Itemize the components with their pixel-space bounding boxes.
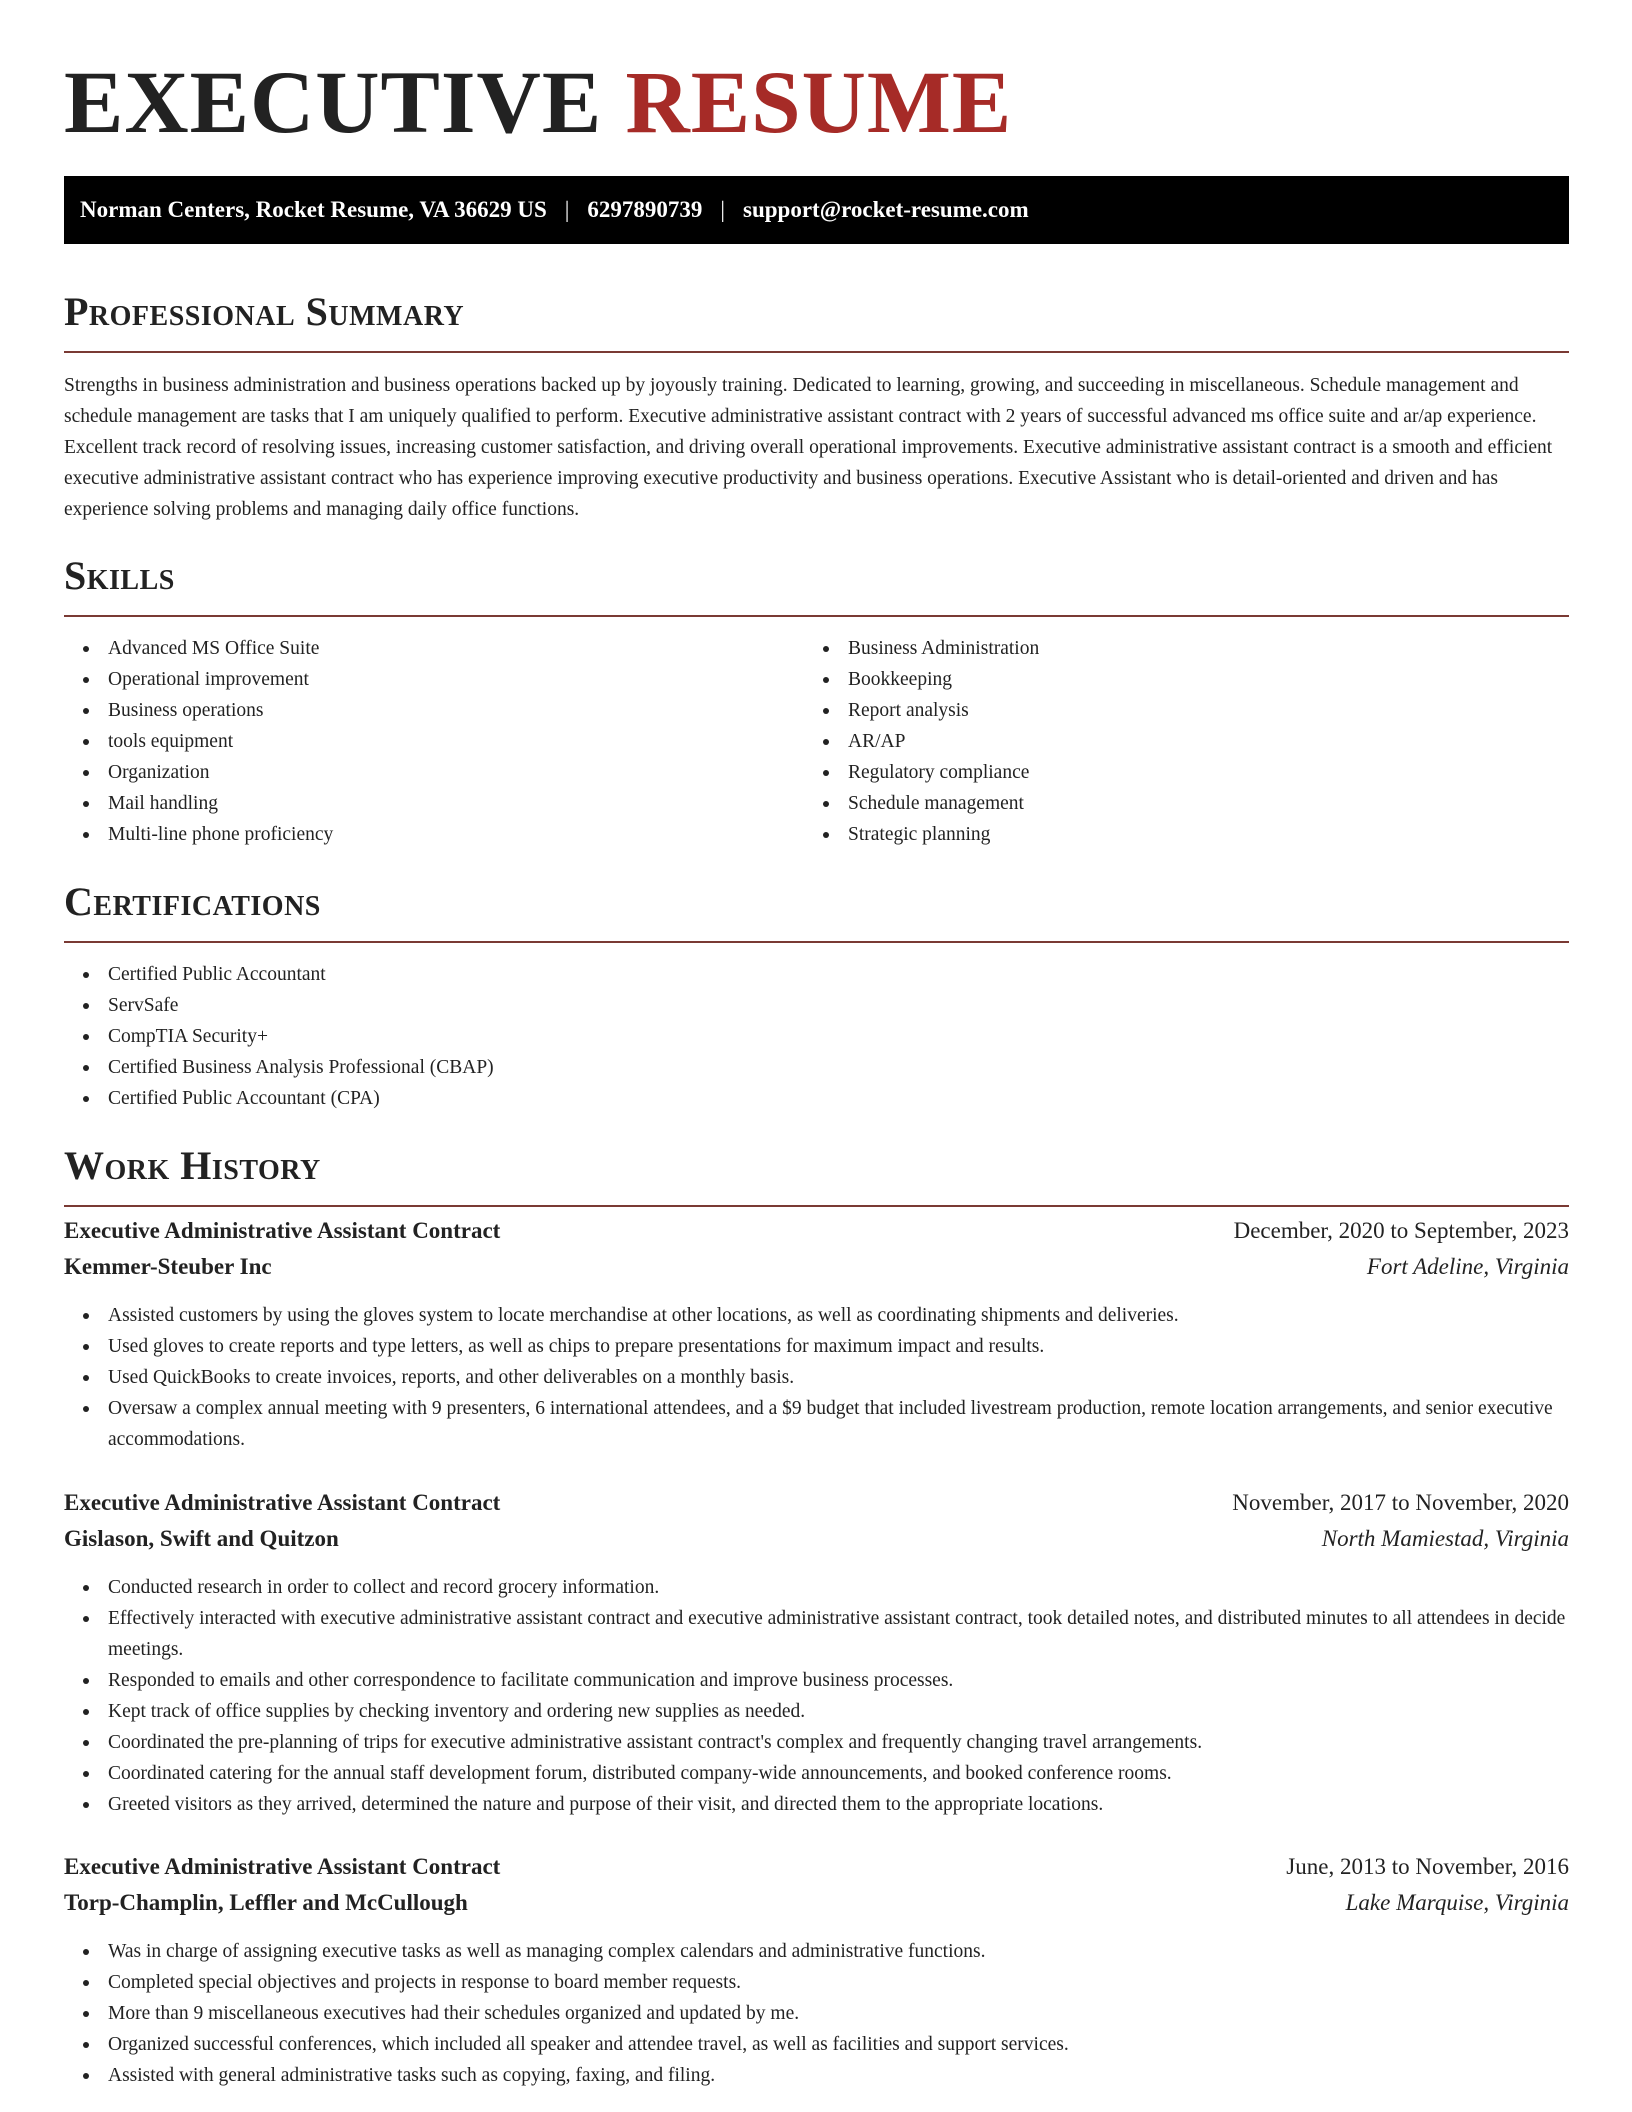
- skill-item: Business operations: [64, 695, 804, 726]
- skill-item: Organization: [64, 757, 804, 788]
- certifications-list: [64, 959, 1569, 1114]
- skill-item: Regulatory compliance: [804, 757, 1569, 788]
- job-bullets: [64, 1572, 1569, 1820]
- section-title-summary: Professional Summary: [64, 289, 465, 334]
- job-bullet: Greeted visitors as they arrived, determined the nature and purpose of their visit, and directed them to the appropriate locations.: [64, 1789, 1569, 1820]
- certification-item: ServSafe: [64, 990, 1569, 1021]
- job-bullet: Coordinated catering for the annual staff development forum, distributed company-wide announcements, and booked conference rooms.: [64, 1758, 1569, 1789]
- certification-item: Certified Public Accountant (CPA): [64, 1083, 1569, 1114]
- title-word-executive: EXECUTIVE: [64, 54, 603, 152]
- job-role: Executive Administrative Assistant Contract: [64, 1490, 501, 1515]
- job-header: [64, 1849, 1569, 1921]
- job-location: North Mamiestad, Virginia: [1321, 1526, 1569, 1551]
- skill-item: tools equipment: [64, 726, 804, 757]
- job-bullet: Coordinated the pre-planning of trips for executive administrative assistant contract's complex and frequently changing travel arrangements.: [64, 1727, 1569, 1758]
- job-role: Executive Administrative Assistant Contract: [64, 1218, 501, 1243]
- job-company: Kemmer-Steuber Inc: [64, 1254, 272, 1279]
- job-bullet: Conducted research in order to collect and record grocery information.: [64, 1572, 1569, 1603]
- job-company: Torp-Champlin, Leffler and McCullough: [64, 1890, 468, 1915]
- job-header: [64, 1485, 1569, 1557]
- skill-item: Schedule management: [804, 788, 1569, 819]
- job-dates: November, 2017 to November, 2020: [1232, 1490, 1569, 1515]
- skill-item: Business Administration: [804, 633, 1569, 664]
- title-word-resume: RESUME: [625, 54, 1013, 152]
- contact-separator: |: [564, 197, 570, 222]
- job-dates: June, 2013 to November, 2016: [1286, 1854, 1569, 1879]
- skill-item: AR/AP: [804, 726, 1569, 757]
- contact-email: support@rocket-resume.com: [743, 197, 1029, 222]
- certification-item: CompTIA Security+: [64, 1021, 1569, 1052]
- certification-item: Certified Business Analysis Professional (CBAP): [64, 1052, 1569, 1083]
- skill-item: Advanced MS Office Suite: [64, 633, 804, 664]
- section-title-certifications: Certifications: [64, 879, 321, 924]
- job-bullet: Assisted with general administrative tasks such as copying, faxing, and filing.: [64, 2060, 1569, 2091]
- contact-address: Norman Centers, Rocket Resume, VA 36629 US: [80, 197, 547, 222]
- job-bullet: Organized successful conferences, which included all speaker and attendee travel, as well as facilities and support services.: [64, 2029, 1569, 2060]
- skill-item: Report analysis: [804, 695, 1569, 726]
- skills-list-left: [64, 633, 804, 850]
- skill-item: Mail handling: [64, 788, 804, 819]
- job-bullet: Used QuickBooks to create invoices, reports, and other deliverables on a monthly basis.: [64, 1362, 1569, 1393]
- job-bullet: Used gloves to create reports and type letters, as well as chips to prepare presentations for maximum impact and results.: [64, 1331, 1569, 1362]
- skill-item: Operational improvement: [64, 664, 804, 695]
- job-dates: December, 2020 to September, 2023: [1233, 1218, 1569, 1243]
- section-divider: [64, 351, 1569, 353]
- job-bullet: Responded to emails and other correspondence to facilitate communication and improve business processes.: [64, 1665, 1569, 1696]
- skills-list-right: [804, 633, 1569, 850]
- job-bullets: [64, 1300, 1569, 1455]
- job-bullet: Kept track of office supplies by checking inventory and ordering new supplies as needed.: [64, 1696, 1569, 1727]
- contact-bar: [64, 176, 1569, 244]
- job-bullet: Was in charge of assigning executive tasks as well as managing complex calendars and administrative functions.: [64, 1936, 1569, 1967]
- job-bullets: [64, 1936, 1569, 2091]
- section-divider: [64, 1205, 1569, 1207]
- section-divider: [64, 615, 1569, 617]
- resume-title: [64, 52, 1012, 154]
- job-bullet: Assisted customers by using the gloves system to locate merchandise at other locations, as well as coordinating shipments and deliveries.: [64, 1300, 1569, 1331]
- job-company: Gislason, Swift and Quitzon: [64, 1526, 339, 1551]
- job-bullet: Effectively interacted with executive administrative assistant contract and executive administrative assistant contract, took detailed notes, and distributed minutes to all attendees in decide meetings.: [64, 1603, 1569, 1665]
- certification-item: Certified Public Accountant: [64, 959, 1569, 990]
- job-location: Lake Marquise, Virginia: [1345, 1890, 1569, 1915]
- section-title-skills: Skills: [64, 553, 175, 598]
- skill-item: Multi-line phone proficiency: [64, 819, 804, 850]
- skill-item: Strategic planning: [804, 819, 1569, 850]
- job-bullet: Completed special objectives and projects in response to board member requests.: [64, 1967, 1569, 1998]
- job-location: Fort Adeline, Virginia: [1366, 1254, 1569, 1279]
- section-title-work-history: Work History: [64, 1143, 321, 1188]
- summary-text: Strengths in business administration and business operations backed up by joyously training. Dedicated to learning, growing, and succeeding in miscellaneous. Schedule management and schedule management are tasks that I am uniquely qualified to perform. Executive administrative assistant contract with 2 years of successful advanced ms office suite and ar/ap experience. Excellent track record of resolving issues, increasing customer satisfaction, and driving overall operational improvements. Executive administrative assistant contract is a smooth and efficient executive administrative assistant contract who has experience improving executive productivity and business operations. Executive Assistant who is detail-oriented and driven and has experience solving problems and managing daily office functions.: [64, 375, 1553, 520]
- job-bullet: Oversaw a complex annual meeting with 9 presenters, 6 international attendees, and a $9 budget that included livestream production, remote location arrangements, and senior executive accommodations.: [64, 1393, 1569, 1455]
- job-role: Executive Administrative Assistant Contract: [64, 1854, 501, 1879]
- job-header: [64, 1213, 1569, 1285]
- job-bullet: More than 9 miscellaneous executives had their schedules organized and updated by me.: [64, 1998, 1569, 2029]
- section-divider: [64, 941, 1569, 943]
- contact-phone: 6297890739: [587, 197, 703, 222]
- contact-separator: |: [720, 197, 726, 222]
- skill-item: Bookkeeping: [804, 664, 1569, 695]
